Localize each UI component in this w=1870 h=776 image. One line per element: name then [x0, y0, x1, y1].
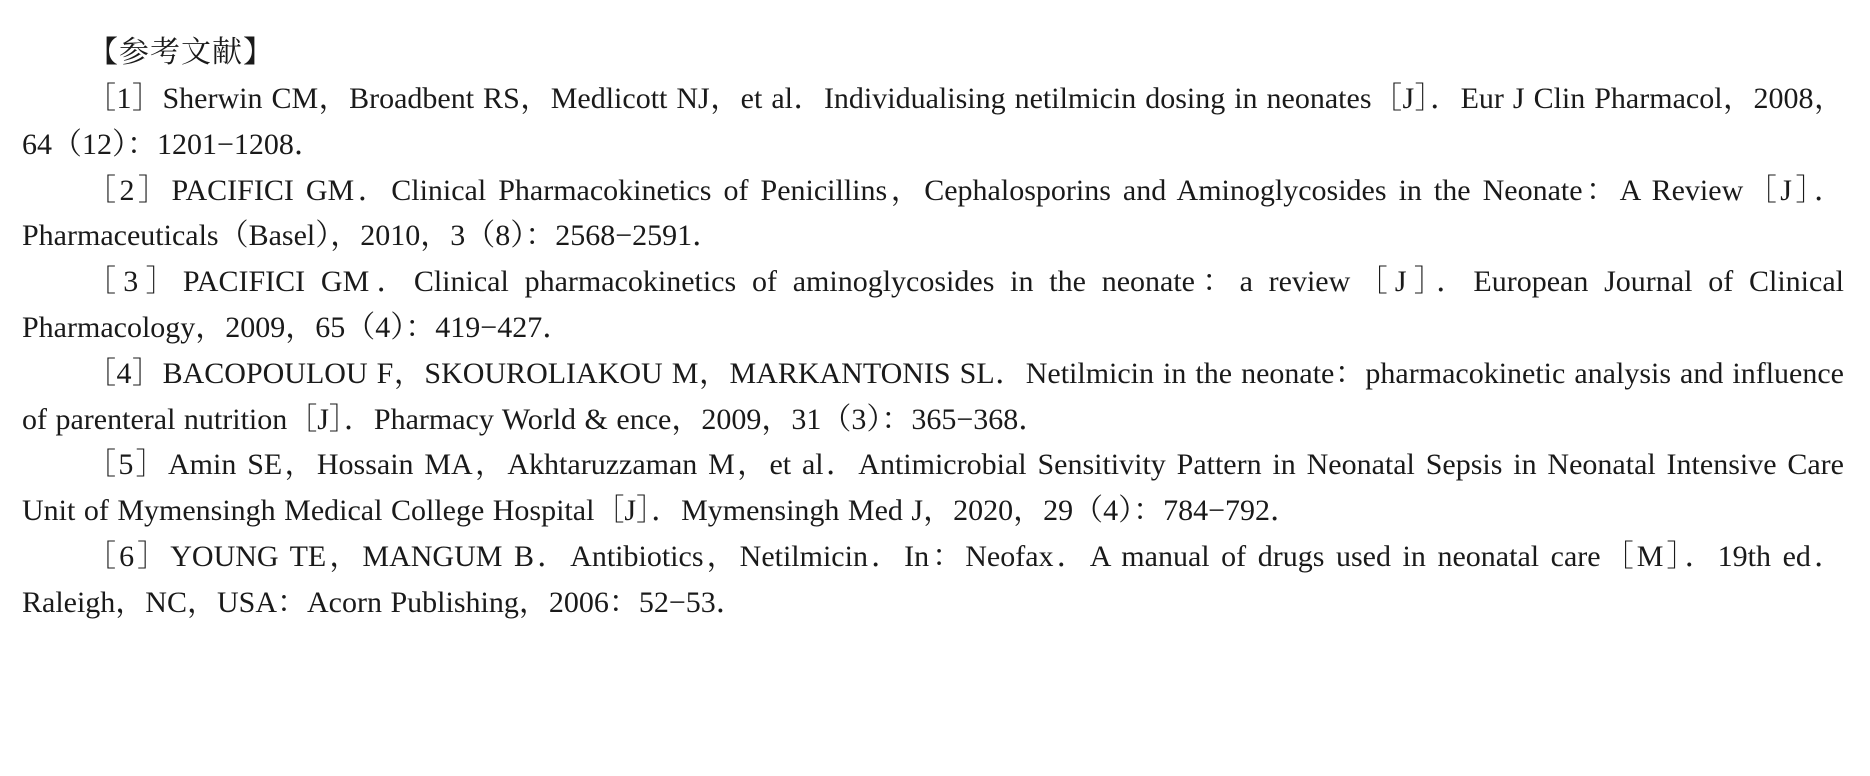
reference-item: ［4］BACOPOULOU F，SKOUROLIAKOU M，MARKANTONIS SL．Netilmicin in the neonate：pharmacokinetic analysis and influence of parenteral nutrition［J］．Pharmacy World & ence，2009，31（3）：365−368．	[22, 356, 1844, 436]
reference-item: ［5］Amin SE，Hossain MA，Akhtaruzzaman M，et al．Antimicrobial Sensitivity Pattern in Neonatal Sepsis in Neonatal Intensive Care Unit of Mymensingh Medical College Hospital［J］．Mymensingh Med J，2020，29（4）：784−792．	[22, 448, 1844, 528]
reference-item: ［6］YOUNG TE，MANGUM B．Antibiotics，Netilmicin．In：Neofax．A manual of drugs used in neonatal care［M］．19th ed．Raleigh，NC，USA：Acorn Publishing，2006：52−53．	[22, 539, 1844, 619]
reference-item: ［3］PACIFICI GM．Clinical pharmacokinetics of aminoglycosides in the neonate：a review［J］．European Journal of Clinical Pharmacology，2009，65（4）：419−427．	[22, 265, 1844, 344]
section-heading: 【参考文献】	[88, 35, 274, 70]
reference-list	[22, 76, 1844, 626]
reference-item: ［2］PACIFICI GM．Clinical Pharmacokinetics of Penicillins，Cephalosporins and Aminoglycosides in the Neonate：A Review［J］．Pharmaceuticals（Basel），2010，3（8）：2568−2591．	[22, 173, 1844, 253]
reference-item: ［1］Sherwin CM，Broadbent RS，Medlicott NJ，et al．Individualising netilmicin dosing in neonates［J］．Eur J Clin Pharmacol，2008，64（12）：1201−1208．	[22, 82, 1844, 161]
references-section	[22, 30, 1844, 626]
